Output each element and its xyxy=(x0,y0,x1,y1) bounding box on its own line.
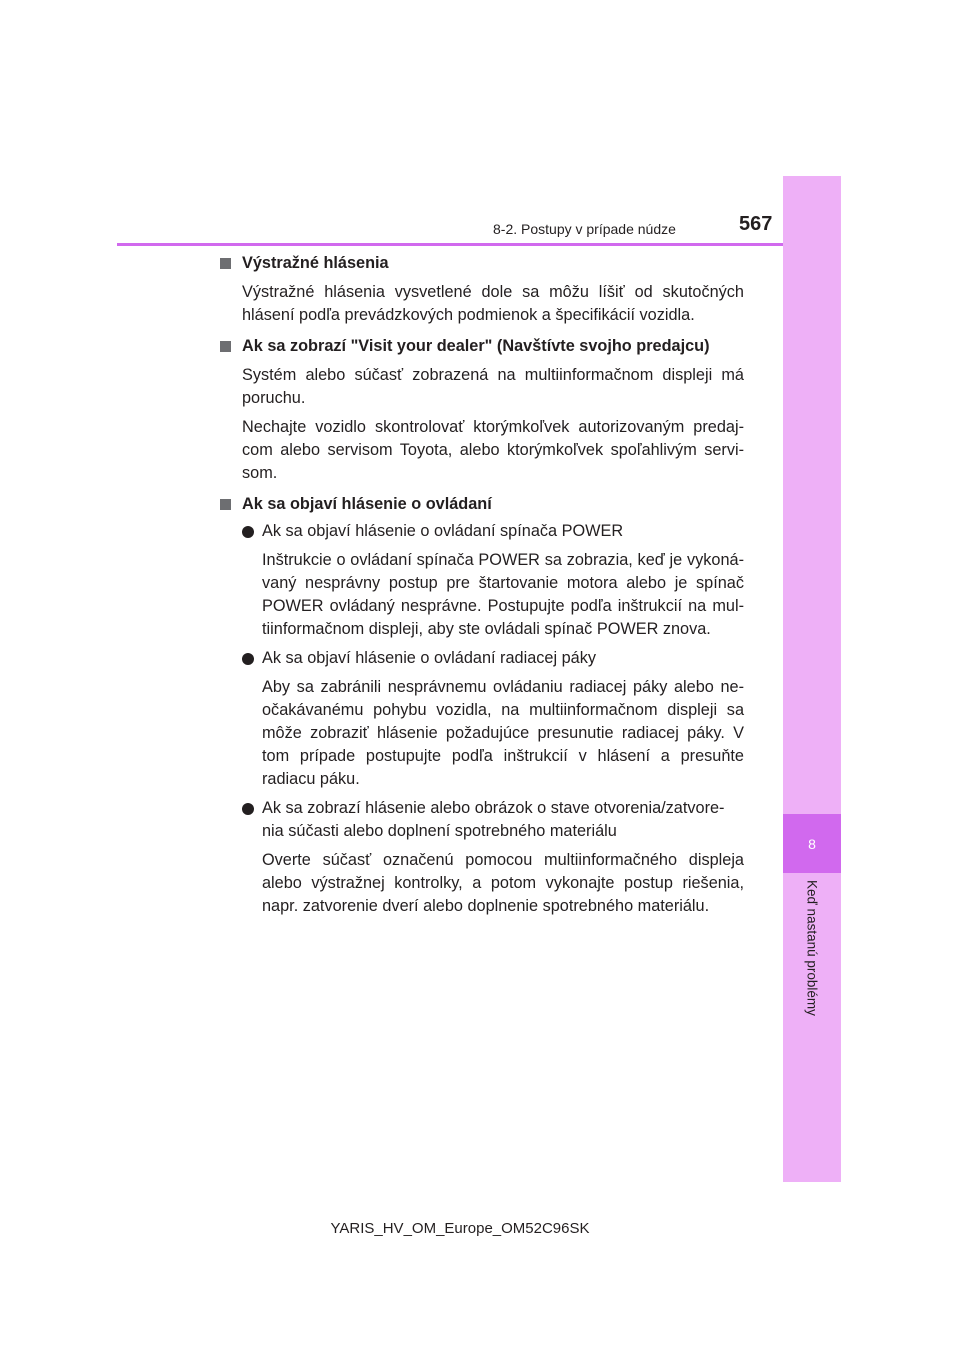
bullet-paragraph: Inštrukcie o ovládaní spínača POWER sa zobrazia, keď je vykoná-vaný nesprávny postup pre štartovanie motora alebo je spínač POWER ovládaný nesprávne. Postupujte podľa inštrukcií na mul-tiinformačnom displeji, aby ste ovládali spínač POWER znova. xyxy=(262,551,744,638)
section-operation-message xyxy=(220,493,744,918)
section-heading xyxy=(220,335,744,358)
section-heading-text: Výstražné hlásenia xyxy=(242,254,389,272)
round-bullet-icon xyxy=(242,526,254,538)
square-bullet-icon xyxy=(220,341,231,352)
bullet-item xyxy=(242,520,744,543)
chapter-number: 8 xyxy=(808,835,816,852)
bullet-label: Ak sa objaví hlásenie o ovládaní spínača POWER xyxy=(262,522,624,540)
round-bullet-icon xyxy=(242,653,254,665)
page-number: 567 xyxy=(739,213,773,235)
section-warning-messages xyxy=(220,252,744,327)
header-rule xyxy=(117,243,783,246)
bullet-item xyxy=(242,647,744,670)
square-bullet-icon xyxy=(220,258,231,269)
paragraph: Výstražné hlásenia vysvetlené dole sa môžu líšiť od skutočných hlásení podľa prevádzkových podmienok a špecifikácií vozidla. xyxy=(242,283,744,324)
section-visit-dealer xyxy=(220,335,744,485)
paragraph: Nechajte vozidlo skontrolovať ktorýmkoľvek autorizovaným predaj-com alebo servisom Toyota, alebo ktorýmkoľvek spoľahlivým servi-som. xyxy=(242,418,744,482)
section-heading xyxy=(220,493,744,516)
document-id: YARIS_HV_OM_Europe_OM52C96SK xyxy=(330,1220,590,1237)
section-heading-text: Ak sa objaví hlásenie o ovládaní xyxy=(242,495,492,513)
section-title: 8-2. Postupy v prípade núdze xyxy=(493,221,676,237)
bullet-label: Ak sa zobrazí hlásenie alebo obrázok o stave otvorenia/zatvore-nia súčasti alebo doplnení spotrebného materiálu xyxy=(262,799,725,840)
square-bullet-icon xyxy=(220,499,231,510)
section-heading xyxy=(220,252,744,275)
section-heading-text: Ak sa zobrazí "Visit your dealer" (Navštívte svojho predajcu) xyxy=(242,337,710,355)
chapter-title: Keď nastanú problémy xyxy=(804,880,820,1016)
paragraph: Systém alebo súčasť zobrazená na multiinformačnom displeji má poruchu. xyxy=(242,366,744,407)
bullet-paragraph: Overte súčasť označenú pomocou multiinformačného displeja alebo výstražnej kontrolky, a potom vykonajte postup riešenia, napr. zatvorenie dverí alebo doplnenie spotrebného materiálu. xyxy=(262,851,744,915)
bullet-item xyxy=(242,797,744,843)
bullet-paragraph: Aby sa zabránili nesprávnemu ovládaniu radiacej páky alebo ne-očakávanému pohybu vozidla, na multiinformačnom displeji sa môže zobraziť hlásenie požadujúce presunutie radiacej páky. V tom prípade postupujte podľa inštrukcií v hlásení a presuňte radiacu páku. xyxy=(262,678,744,788)
side-tab-upper xyxy=(783,176,841,814)
bullet-label: Ak sa objaví hlásenie o ovládaní radiacej páky xyxy=(262,649,596,667)
page-content xyxy=(220,252,744,926)
round-bullet-icon xyxy=(242,803,254,815)
